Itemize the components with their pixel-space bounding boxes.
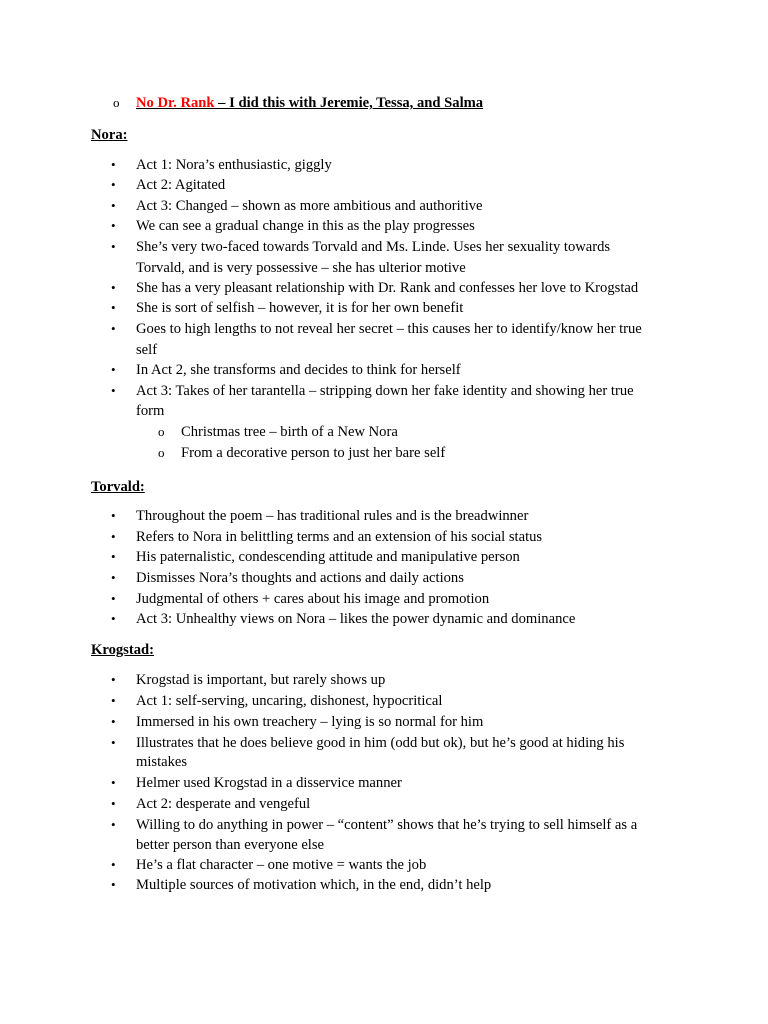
sub-bullet-marker: o (113, 95, 120, 110)
bullet-marker: • (111, 300, 116, 315)
bullet-marker: • (111, 591, 116, 606)
top-note (136, 93, 483, 113)
bullet-marker: • (111, 796, 116, 811)
bullet-marker: • (111, 321, 116, 336)
torvald-item-1: Throughout the poem – has traditional rules and is the breadwinner (136, 508, 529, 524)
bullet-marker: • (111, 570, 116, 585)
bullet-marker: • (111, 549, 116, 564)
bullet-marker: • (111, 508, 116, 523)
nora-item-1: Act 1: Nora’s enthusiastic, giggly (136, 157, 332, 173)
bullet-marker: • (111, 817, 116, 832)
krogstad-item-9: Multiple sources of motivation which, in the end, didn’t help (136, 877, 492, 893)
krogstad-item-5: Helmer used Krogstad in a disservice manner (136, 775, 402, 791)
nora-sub-item-1: Christmas tree – birth of a New Nora (181, 424, 398, 440)
nora-sub-item-2: From a decorative person to just her bare self (181, 445, 446, 461)
nora-item-8-line-2: self (136, 342, 158, 358)
nora-item-6: She has a very pleasant relationship with Dr. Rank and confesses her love to Krogstad (136, 280, 639, 296)
krogstad-heading: Krogstad: (91, 642, 154, 658)
nora-item-8-line-1: Goes to high lengths to not reveal her secret – this causes her to identify/know her true (136, 321, 642, 337)
nora-heading: Nora: (91, 127, 128, 143)
bullet-marker: • (111, 735, 116, 750)
bullet-marker: • (111, 672, 116, 687)
nora-item-3: Act 3: Changed – shown as more ambitious and authoritive (136, 198, 483, 214)
krogstad-item-2: Act 1: self-serving, uncaring, dishonest, hypocritical (136, 693, 443, 709)
krogstad-item-4-line-1: Illustrates that he does believe good in him (odd but ok), but he’s good at hiding his (136, 735, 625, 751)
nora-item-5-line-1: She’s very two-faced towards Torvald and Ms. Linde. Uses her sexuality towards (136, 239, 611, 255)
bullet-marker: • (111, 280, 116, 295)
bullet-marker: • (111, 218, 116, 233)
krogstad-item-1: Krogstad is important, but rarely shows up (136, 672, 386, 688)
krogstad-item-6: Act 2: desperate and vengeful (136, 796, 311, 812)
torvald-item-4: Dismisses Nora’s thoughts and actions and daily actions (136, 570, 464, 586)
krogstad-item-7-line-2: better person than everyone else (136, 837, 325, 853)
nora-item-4: We can see a gradual change in this as the play progresses (136, 218, 475, 234)
nora-item-10-line-2: form (136, 403, 165, 419)
nora-item-10-line-1: Act 3: Takes of her tarantella – stripping down her fake identity and showing her true (136, 383, 634, 399)
nora-item-9: In Act 2, she transforms and decides to think for herself (136, 362, 461, 378)
torvald-item-3: His paternalistic, condescending attitude and manipulative person (136, 549, 520, 565)
bullet-marker: • (111, 383, 116, 398)
bullet-marker: • (111, 857, 116, 872)
bullet-marker: • (111, 198, 116, 213)
sub-bullet-marker: o (158, 424, 165, 439)
bullet-marker: • (111, 157, 116, 172)
torvald-item-5: Judgmental of others + cares about his image and promotion (136, 591, 490, 607)
top-note-rest-text: – I did this with Jeremie, Tessa, and Salma (214, 95, 484, 111)
bullet-marker: • (111, 177, 116, 192)
sub-bullet-marker: o (158, 445, 165, 460)
bullet-marker: • (111, 239, 116, 254)
torvald-heading: Torvald: (91, 479, 145, 495)
krogstad-item-8: He’s a flat character – one motive = wants the job (136, 857, 427, 873)
bullet-marker: • (111, 611, 116, 626)
bullet-marker: • (111, 714, 116, 729)
krogstad-item-4-line-2: mistakes (136, 754, 188, 770)
bullet-marker: • (111, 362, 116, 377)
krogstad-item-7-line-1: Willing to do anything in power – “content” shows that he’s trying to sell himself as a (136, 817, 638, 833)
top-note-red-text: No Dr. Rank (136, 95, 215, 111)
bullet-marker: • (111, 693, 116, 708)
bullet-marker: • (111, 775, 116, 790)
nora-item-5-line-2: Torvald, and is very possessive – she has ulterior motive (136, 260, 466, 276)
nora-item-7: She is sort of selfish – however, it is for her own benefit (136, 300, 464, 316)
bullet-marker: • (111, 877, 116, 892)
torvald-item-6: Act 3: Unhealthy views on Nora – likes the power dynamic and dominance (136, 611, 576, 627)
torvald-item-2: Refers to Nora in belittling terms and an extension of his social status (136, 529, 543, 545)
krogstad-item-3: Immersed in his own treachery – lying is so normal for him (136, 714, 484, 730)
bullet-marker: • (111, 529, 116, 544)
nora-item-2: Act 2: Agitated (136, 177, 226, 193)
